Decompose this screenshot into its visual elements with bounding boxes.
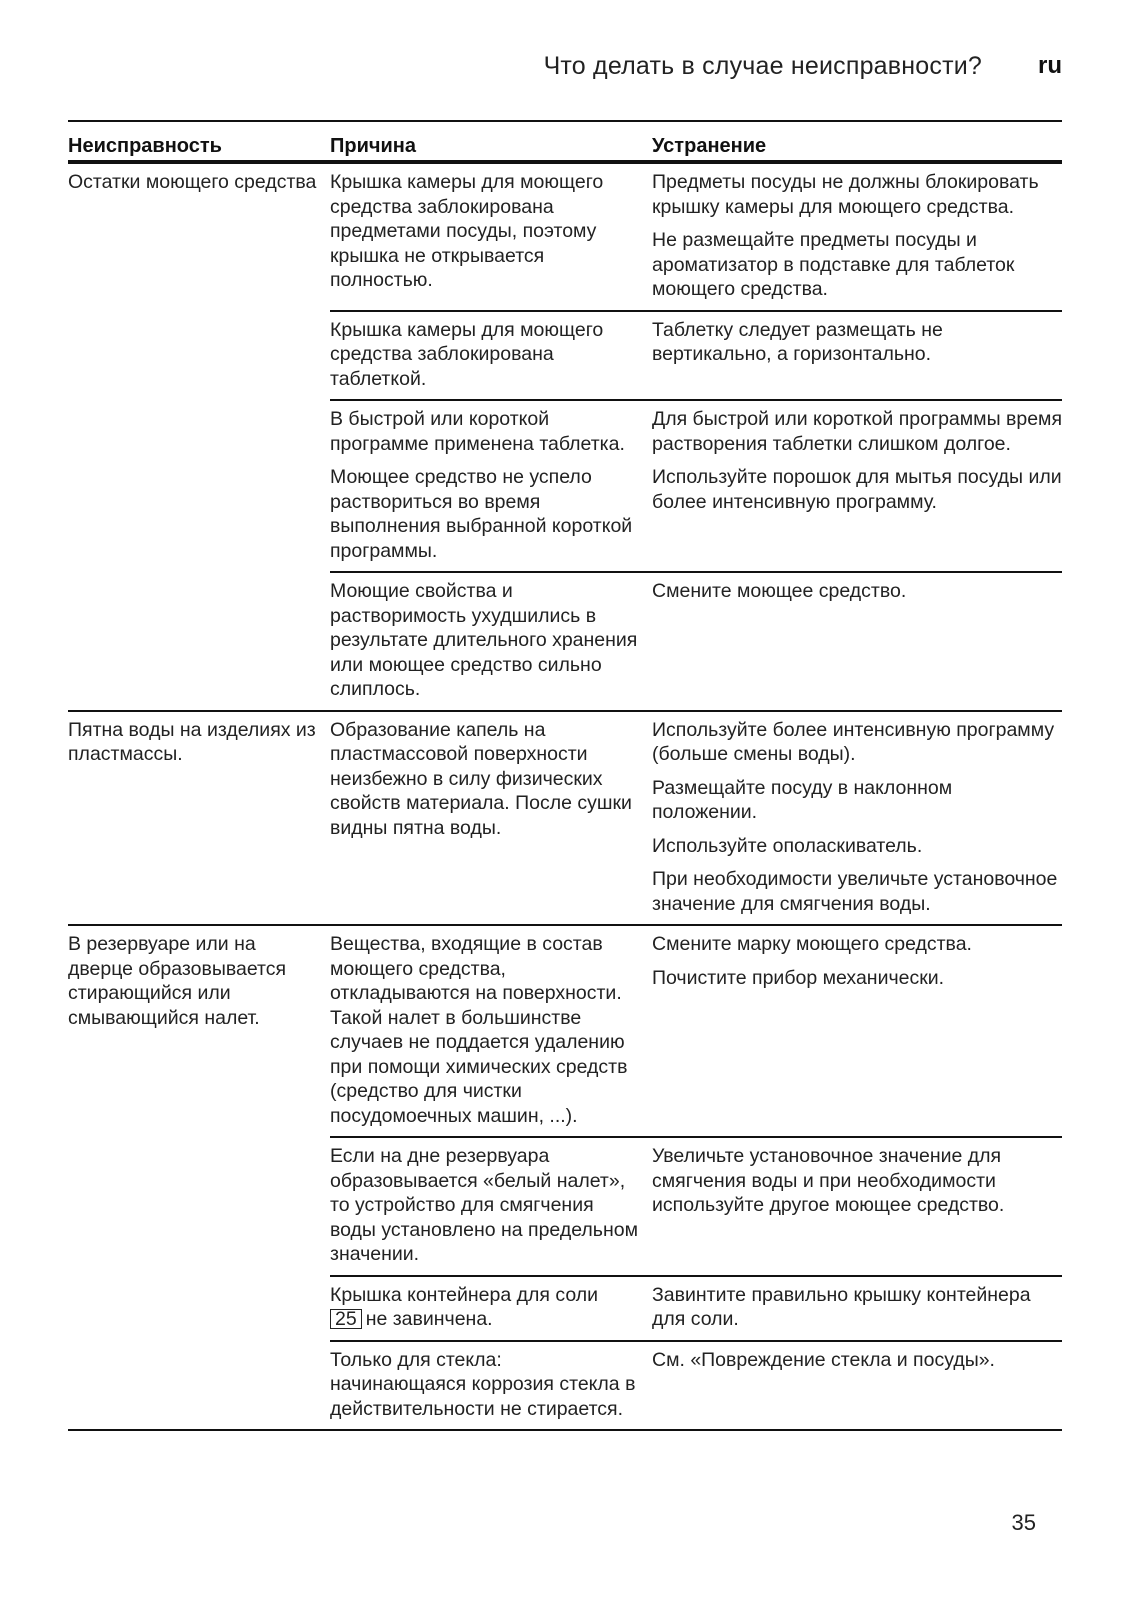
cause-paragraph — [330, 1283, 642, 1332]
cause-paragraph — [330, 407, 642, 456]
table-row — [330, 399, 1062, 571]
remedy-paragraph: Смените моющее средство. — [652, 580, 907, 602]
remedy-cell — [652, 1342, 1062, 1430]
remedy-cell — [652, 401, 1062, 571]
fault-cell: Остатки моющего средства — [68, 171, 317, 193]
remedy-cell — [652, 926, 1062, 1136]
remedy-cell — [652, 712, 1062, 925]
fault-group — [68, 710, 1062, 925]
component-reference-box: 25 — [330, 1309, 362, 1329]
cause-cell — [330, 1277, 652, 1340]
table-row — [330, 164, 1062, 310]
cause-cell — [330, 573, 652, 710]
cause-paragraph — [330, 932, 642, 1128]
column-header-fault: Неисправность — [68, 135, 222, 157]
remedy-paragraph: Используйте более интенсивную программу (больше смены воды). — [652, 718, 1055, 765]
remedy-paragraph: См. «Повреждение стекла и посуды». — [652, 1348, 995, 1371]
language-code: ru — [1038, 52, 1062, 79]
remedy-paragraph: Завинтите правильно крышку контейнера для соли. — [652, 1283, 1031, 1330]
remedy-cell — [652, 312, 1062, 400]
cause-cell — [330, 1138, 652, 1275]
cause-paragraph — [330, 170, 642, 293]
remedy-cell — [652, 1277, 1062, 1340]
remedy-paragraph: Смените марку моющего средства. — [652, 933, 972, 955]
cause-text: В быстрой или короткой программе применена таблетка. — [330, 408, 625, 455]
cause-text: Крышка камеры для моющего средства заблокирована таблеткой. — [330, 318, 604, 390]
cause-text: Крышка камеры для моющего средства заблокирована предметами посуды, поэтому крышка не открывается полностью. — [330, 171, 604, 291]
page-title: Что делать в случае неисправности? — [543, 52, 982, 80]
table-row — [330, 1340, 1062, 1430]
cause-text: Крышка контейнера для соли — [330, 1283, 599, 1306]
fault-cell: Пятна воды на изделиях из пластмассы. — [68, 718, 316, 765]
remedy-paragraph: Для быстрой или короткой программы время растворения таблетки слишком долгое. — [652, 408, 1063, 455]
column-header-cause: Причина — [330, 135, 416, 157]
cause-text: Вещества, входящие в состав моющего средства, откладываются на поверхности. Такой налет в большинстве случаев не поддается удалению при помощи химических средств (средство для чистки посудомоечных машин, ...). — [330, 933, 628, 1127]
remedy-paragraph: Предметы посуды не должны блокировать крышку камеры для моющего средства. — [652, 171, 1039, 218]
fault-rows — [330, 712, 1062, 925]
remedy-paragraph: Таблетку следует размещать не вертикально, а горизонтально. — [652, 318, 943, 365]
column-header-remedy: Устранение — [652, 135, 767, 157]
cause-paragraph — [330, 718, 642, 841]
table-row — [330, 1275, 1062, 1340]
cause-cell — [330, 1342, 652, 1430]
remedy-paragraph: Используйте ополаскиватель. — [652, 834, 923, 857]
fault-rows — [330, 926, 1062, 1429]
cause-text: Только для стекла: начинающаяся коррозия стекла в действительности не стирается. — [330, 1348, 636, 1420]
page-number: 35 — [1011, 1510, 1036, 1535]
table-row — [330, 926, 1062, 1136]
cause-cell — [330, 401, 652, 571]
remedy-paragraph: При необходимости увеличьте установочное значение для смягчения воды. — [652, 868, 1058, 915]
fault-rows — [330, 164, 1062, 710]
fault-cell: В резервуаре или на дверце образовывается стирающийся или смывающийся налет. — [68, 933, 287, 1029]
fault-group — [68, 924, 1062, 1429]
cause-cell — [330, 712, 652, 925]
cause-text: Моющие свойства и растворимость ухудшились в результате длительного хранения или моющее средство сильно слиплось. — [330, 580, 638, 700]
remedy-cell — [652, 573, 1062, 710]
cause-text: Образование капель на пластмассовой поверхности неизбежно в силу физических свойств материала. После сушки видны пятна воды. — [330, 718, 632, 839]
remedy-paragraph: Увеличьте установочное значение для смягчения воды и при необходимости используйте другое моющее средство. — [652, 1145, 1005, 1216]
cause-paragraph — [330, 465, 642, 563]
remedy-cell — [652, 1138, 1062, 1275]
cause-paragraph — [330, 579, 642, 702]
cause-cell — [330, 312, 652, 400]
page-header — [0, 52, 1062, 92]
table-row — [330, 712, 1062, 925]
cause-text: Если на дне резервуара образовывается «белый налет», то устройство для смягчения воды установлено на предельном значении. — [330, 1145, 638, 1265]
cause-text-tail: не завинчена. — [365, 1308, 493, 1330]
table-row — [330, 1136, 1062, 1275]
cause-text: Моющее средство не успело раствориться во время выполнения выбранной короткой программы. — [330, 466, 633, 562]
remedy-cell — [652, 164, 1062, 310]
troubleshooting-table — [68, 120, 1062, 1431]
cause-cell — [330, 164, 652, 310]
cause-cell — [330, 926, 652, 1136]
table-header — [68, 122, 1062, 164]
table-row — [330, 571, 1062, 710]
cause-paragraph — [330, 1348, 642, 1422]
table-row — [330, 310, 1062, 400]
remedy-paragraph: Почистите прибор механически. — [652, 966, 945, 989]
cause-paragraph — [330, 1144, 642, 1267]
remedy-paragraph: Размещайте посуду в наклонном положении. — [652, 776, 953, 823]
table-body — [68, 164, 1062, 1429]
remedy-paragraph: Не размещайте предметы посуды и ароматизатор в подставке для таблеток моющего средства. — [652, 229, 1015, 300]
cause-paragraph — [330, 318, 642, 392]
remedy-paragraph: Используйте порошок для мытья посуды или более интенсивную программу. — [652, 466, 1062, 513]
fault-group — [68, 164, 1062, 710]
